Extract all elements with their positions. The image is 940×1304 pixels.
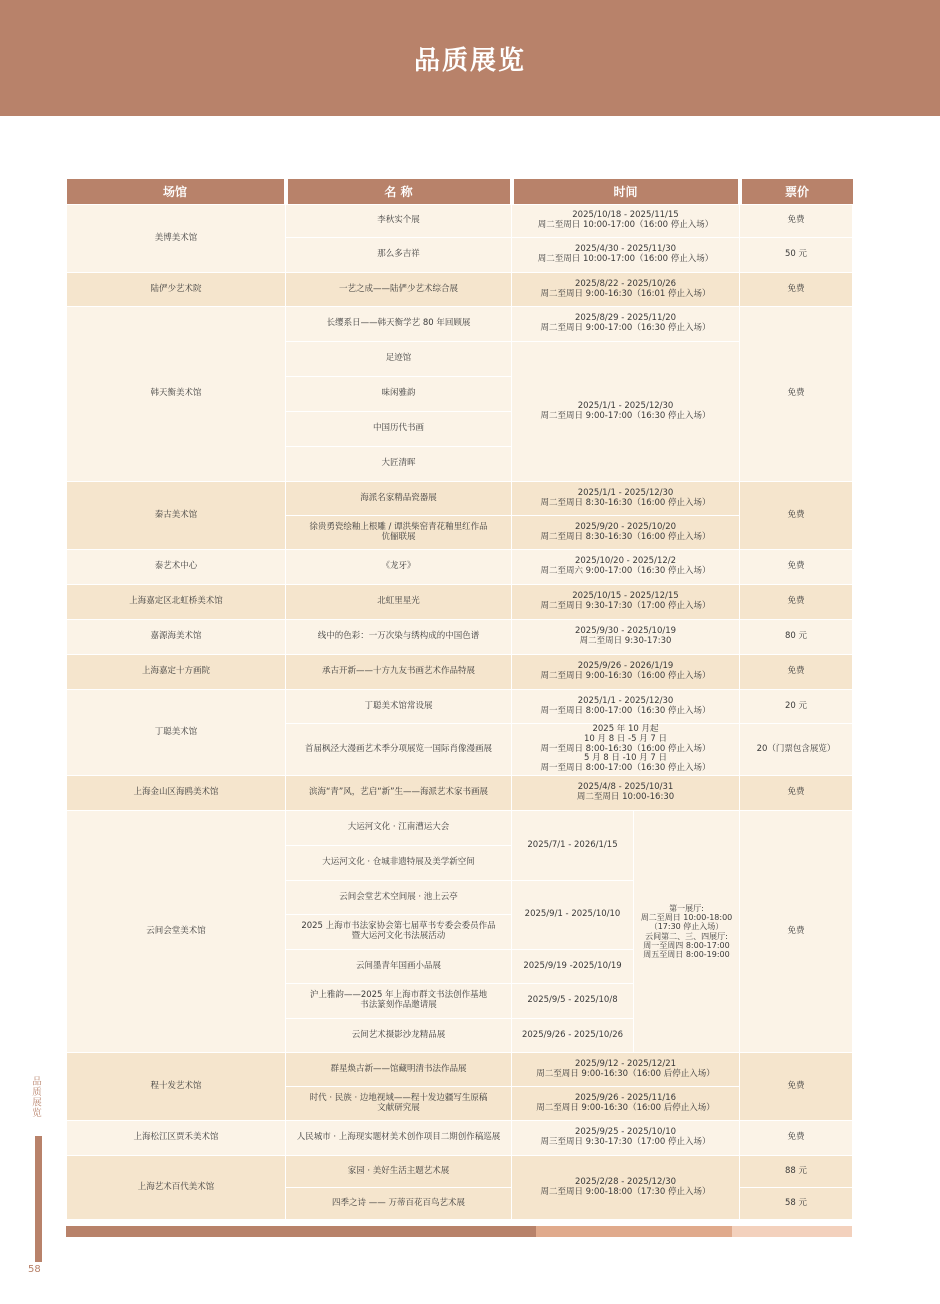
exhibition-name: 那么多吉祥 [286,238,512,273]
time-cell [512,1087,740,1121]
price-cell: 免费 [740,811,853,1053]
footer-bar-segment [732,1226,852,1237]
date-range: 2025/8/29 - 2025/11/20 [574,313,677,324]
venue-cell: 上海松江区贾禾美术馆 [67,1121,286,1156]
column-header-price: 票价 [740,179,853,205]
date-range: 2025/4/30 - 2025/11/30 [574,244,677,255]
price-cell: 免费 [740,1121,853,1156]
opening-hours: 周二至周日 9:00-16:30（16:00 后停止入场） [536,1068,715,1079]
exhibition-name: 大运河文化 · 江南漕运大会 [286,811,512,846]
date-range: 2025/9/30 - 2025/10/19 [574,626,677,637]
table-row [67,811,853,846]
date-range: 10 月 8 日 -5 月 7 日 [583,733,668,744]
opening-hours [634,811,740,1053]
opening-hours: 周二至周日 9:00-16:30（16:00 停止入场） [540,671,711,681]
exhibition-name: 云间会堂艺术空间展 · 池上云亭 [286,881,512,915]
table-row [67,1121,853,1156]
opening-hours: 周二至周日 8:30-16:30（16:00 停止入场） [540,497,711,508]
date-range: 2025 年 10 月起 [592,724,659,735]
opening-hours: 周一至周日 8:00-16:30（16:00 停止入场） [540,743,711,754]
time-cell [512,307,740,342]
date-range: 2025/10/15 - 2025/12/15 [572,591,679,602]
date-range: 2025/10/20 - 2025/12/2 [574,556,677,567]
time-cell [512,690,740,724]
venue-cell: 上海艺术百代美术馆 [67,1156,286,1220]
date-range: 2025/9/19 -2025/10/19 [512,950,634,984]
page-title: 品质展览 [413,45,526,76]
price-cell: 80 元 [740,620,853,655]
exhibition-name-line: 书法篆刻作品邀请展 [360,1000,437,1010]
exhibition-name: 四季之诗 —— 万蒂百花百鸟艺术展 [286,1188,512,1220]
table-row [67,776,853,811]
side-accent-line [35,1136,42,1262]
footer-color-bar [66,1226,852,1237]
venue-cell: 丁聪美术馆 [67,690,286,776]
price-cell: 20 元 [740,690,853,724]
venue-cell: 陆俨少艺术院 [67,273,286,307]
date-range: 2025/4/8 - 2025/10/31 [577,782,674,793]
opening-hours: 周二至周日 9:00-16:30（16:01 停止入场） [540,288,711,299]
table-row [67,1053,853,1087]
venue-cell: 美博美术馆 [67,205,286,273]
exhibition-name: 承古开新——十方九友书画艺术作品特展 [286,655,512,690]
hall-label: 云间第二、三、四展厅: [645,931,728,941]
exhibition-name-line: 文献研究展 [377,1102,420,1113]
exhibition-name [286,984,512,1019]
exhibition-name: 群星焕古新——馆藏明清书法作品展 [286,1053,512,1087]
exhibition-table [66,179,853,1220]
table-row [67,205,853,238]
price-cell: 20（门票包含展览） [740,724,853,776]
time-cell [512,342,740,482]
venue-cell: 云间会堂美术馆 [67,811,286,1053]
opening-hours: 周一至周日 8:00-17:00（16:30 停止入场） [540,705,711,716]
exhibition-name: 中国历代书画 [286,412,512,447]
exhibition-name-line: 时代 · 民族 · 边地视域——程十发边疆写生原稿 [309,1092,488,1103]
price-cell: 50 元 [740,238,853,273]
time-cell [512,1156,740,1220]
venue-cell: 泰艺术中心 [67,550,286,585]
time-cell [512,724,740,776]
time-cell [512,655,740,690]
date-range: 2025/9/26 - 2026/1/19 [577,661,674,672]
price-cell: 免费 [740,205,853,238]
opening-hours: 周二至周日 10:00-16:30 [576,792,675,802]
date-range: 2025/1/1 - 2025/12/30 [577,487,674,498]
price-cell: 免费 [740,307,853,482]
time-cell [512,585,740,620]
table-row [67,482,853,516]
exhibition-name: 滨海“青”风，艺启“新”生——海派艺术家书画展 [286,776,512,811]
date-range: 2025/9/26 - 2025/11/16 [574,1092,677,1103]
exhibition-name: 北虹里星光 [286,585,512,620]
date-range: 2025/1/1 - 2025/12/30 [577,695,674,706]
venue-cell: 秦古美术馆 [67,482,286,550]
price-cell: 免费 [740,1053,853,1121]
time-cell [512,273,740,307]
time-cell [512,238,740,273]
table-row [67,1156,853,1188]
date-range: 2025/8/22 - 2025/10/26 [574,278,677,289]
opening-hours: 周二至周日 9:00-16:30（16:00 后停止入场） [536,1102,715,1113]
time-cell [512,620,740,655]
price-cell: 免费 [740,776,853,811]
date-range: 2025/9/1 - 2025/10/10 [512,881,634,950]
opening-hours: 周二至周日 8:30-16:30（16:00 停止入场） [540,531,711,542]
column-header-time: 时间 [512,179,740,205]
table-row [67,273,853,307]
exhibition-name: 首届枫泾大漫画艺术季分项展览一国际肖像漫画展 [286,724,512,776]
venue-cell: 程十发艺术馆 [67,1053,286,1121]
exhibition-name: 云间艺术摄影沙龙精品展 [286,1019,512,1053]
exhibition-name: 味闲雅韵 [286,377,512,412]
opening-hours: 周二至周日 9:00-17:00（16:30 停止入场） [540,323,711,333]
opening-hours: 周二至周日 10:00-17:00（16:00 停止入场） [537,254,714,264]
exhibition-name: 云间墨青年国画小品展 [286,950,512,984]
column-header-name: 名 称 [286,179,512,205]
date-range: 2025/2/28 - 2025/12/30 [574,1176,677,1187]
exhibition-name: 家园 · 美好生活主题艺术展 [286,1156,512,1188]
time-cell [512,550,740,585]
exhibition-name: 足迹馆 [286,342,512,377]
price-cell: 免费 [740,585,853,620]
opening-hours: 周二至周日 9:00-17:00（16:30 停止入场） [540,410,711,421]
opening-hours: 周二至周日 9:30-17:30 [579,636,672,646]
price-cell: 免费 [740,482,853,550]
exhibition-name-line: 暨大运河文化书法展活动 [351,931,446,941]
time-cell [512,205,740,238]
date-range: 2025/9/25 - 2025/10/10 [574,1127,677,1138]
table-row [67,585,853,620]
table-row [67,307,853,342]
date-range: 2025/9/20 - 2025/10/20 [574,521,677,532]
hours-line: 周一至周四 8:00-17:00 [643,940,730,950]
exhibition-name [286,1087,512,1121]
exhibition-name: 人民城市 · 上海现实题材美术创作项目二期创作稿巡展 [286,1121,512,1156]
venue-cell: 韩天衡美术馆 [67,307,286,482]
time-cell [512,776,740,811]
hours-line: （17:30 停止入场） [649,922,724,932]
exhibition-name: 李秋实个展 [286,205,512,238]
exhibition-name: 长缨系日——韩天衡学艺 80 年回顾展 [286,307,512,342]
column-header-venue: 场馆 [67,179,286,205]
opening-hours: 周二至周日 9:30-17:30（17:00 停止入场） [540,601,711,611]
exhibition-name: 大运河文化 · 仓城非遗特展及美学新空间 [286,846,512,881]
table-row [67,690,853,724]
date-range: 2025/10/18 - 2025/11/15 [572,210,679,221]
exhibition-table-wrap [66,179,852,1220]
price-cell: 免费 [740,273,853,307]
table-row [67,550,853,585]
price-cell: 88 元 [740,1156,853,1188]
opening-hours: 周二至周日 9:00-18:00（17:30 停止入场） [540,1186,711,1197]
table-row [67,655,853,690]
date-range: 5 月 8 日 -10 月 7 日 [583,753,668,764]
exhibition-name [286,516,512,550]
venue-cell: 上海嘉定十方画院 [67,655,286,690]
header-banner [0,0,940,116]
opening-hours: 周一至周日 8:00-17:00（16:30 停止入场） [540,763,711,774]
footer-bar-segment [66,1226,536,1237]
exhibition-name-line: 2025 上海市书法家协会第七届草书专委会委员作品 [301,921,496,932]
time-cell [512,516,740,550]
date-range: 2025/7/1 - 2026/1/15 [512,811,634,881]
table-row [67,620,853,655]
hours-line: 周五至周日 8:00-19:00 [643,949,730,959]
opening-hours: 周二至周日 10:00-17:00（16:00 停止入场） [537,220,714,230]
exhibition-name-line: 徐贵勇瓷绘釉上根雕 / 谭洪柴窑青花釉里红作品 [309,521,488,532]
venue-cell: 上海嘉定区北虹桥美术馆 [67,585,286,620]
time-cell [512,1121,740,1156]
opening-hours: 周三至周日 9:30-17:30（17:00 停止入场） [540,1137,711,1147]
venue-cell: 嘉源海美术馆 [67,620,286,655]
page-number: 58 [28,1264,41,1275]
exhibition-name: 一艺之成——陆俨少艺术综合展 [286,273,512,307]
exhibition-name-line: 伉俪联展 [381,531,416,542]
exhibition-name: 大匠清晖 [286,447,512,482]
footer-bar-segment [536,1226,732,1237]
time-cell [512,482,740,516]
time-cell [512,1053,740,1087]
exhibition-name: 《龙牙》 [286,550,512,585]
exhibition-name: 丁聪美术馆常设展 [286,690,512,724]
venue-cell: 上海金山区海鸥美术馆 [67,776,286,811]
table-header-row [67,179,853,205]
date-range: 2025/9/12 - 2025/12/21 [574,1058,677,1069]
price-cell: 58 元 [740,1188,853,1220]
date-range: 2025/1/1 - 2025/12/30 [577,400,674,411]
date-range: 2025/9/26 - 2025/10/26 [512,1019,634,1053]
exhibition-name [286,915,512,950]
hall-label: 第一展厅: [669,903,704,913]
opening-hours: 周二至周六 9:00-17:00（16:30 停止入场） [540,566,711,576]
hours-line: 周二至周日 10:00-18:00 [640,913,733,923]
side-section-label: 品质展览 [30,1076,41,1118]
price-cell: 免费 [740,550,853,585]
exhibition-name: 海派名家精品瓷器展 [286,482,512,516]
exhibition-name-line: 沪上雅韵——2025 年上海市群文书法创作基地 [309,990,488,1001]
price-cell: 免费 [740,655,853,690]
date-range: 2025/9/5 - 2025/10/8 [512,984,634,1019]
exhibition-name: 线中的色彩：一万次染与绣构成的中国色谱 [286,620,512,655]
